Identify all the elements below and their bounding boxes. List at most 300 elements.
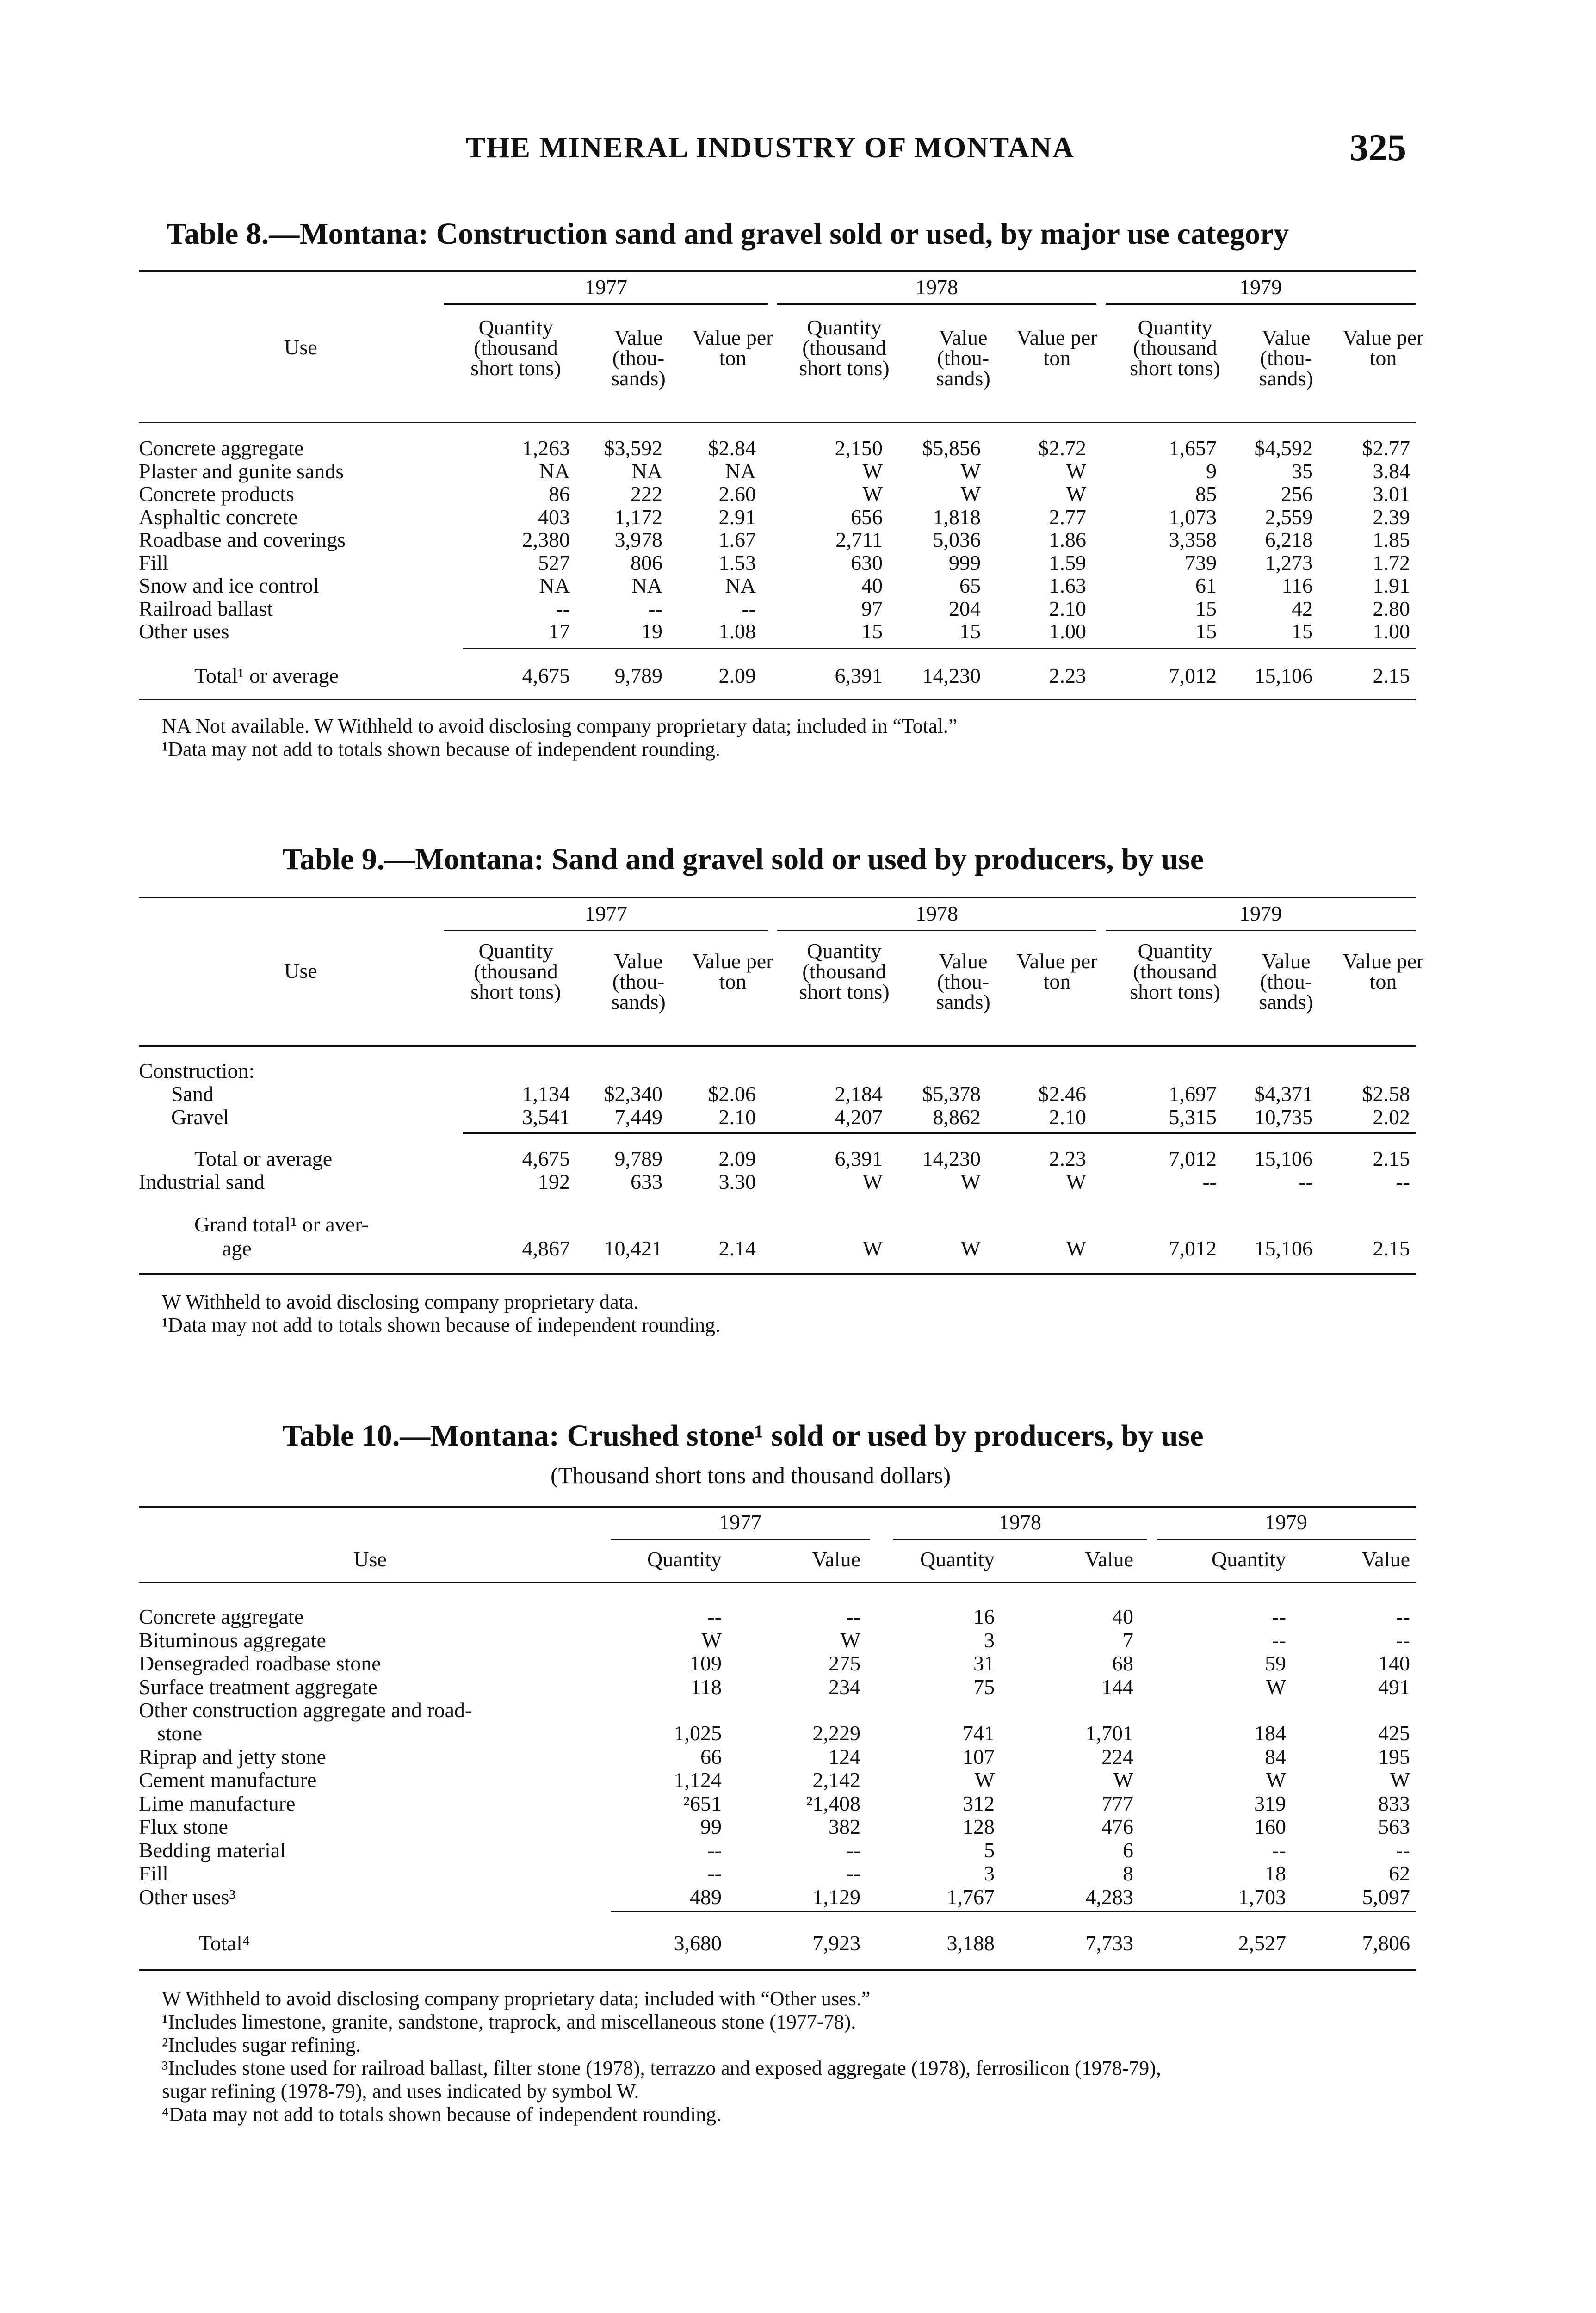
t8-cell: NA: [631, 459, 662, 483]
t9-industrial-cell: W: [1066, 1170, 1086, 1194]
t9-year-rule: [1106, 930, 1416, 931]
t10-row-label: Other uses³: [139, 1885, 236, 1909]
t10-cell: 2,142: [812, 1768, 860, 1792]
t10-cell: W: [974, 1768, 995, 1792]
t8-cell: 1,263: [522, 436, 570, 460]
t8-total-cell: 6,391: [835, 664, 883, 687]
t8-row-label: Snow and ice control: [139, 574, 319, 597]
t9-row-label: Gravel: [171, 1105, 229, 1129]
t8-cell: $4,592: [1254, 436, 1313, 460]
t8-cell: 1.00: [1049, 619, 1086, 643]
t9-cell: $2.58: [1362, 1082, 1410, 1106]
t8-cell: 85: [1195, 482, 1217, 506]
t8-cell: 999: [949, 551, 981, 575]
t10-cell: 107: [963, 1744, 995, 1769]
t9-industrial-cell: 192: [538, 1170, 570, 1194]
t8-cell: 1.72: [1373, 551, 1410, 575]
t8-cell: 2,380: [522, 528, 570, 551]
t10-row-label: Riprap and jetty stone: [139, 1744, 326, 1769]
t10-cell: 18: [1265, 1862, 1286, 1885]
t10-footnote: ²Includes sugar refining.: [162, 2034, 361, 2056]
t9-cell: 7,449: [614, 1105, 662, 1129]
t8-cell: NA: [539, 574, 570, 597]
t10-cell: 75: [973, 1675, 995, 1699]
t8-total-cell: 15,106: [1254, 664, 1313, 687]
t8-cell: W: [960, 459, 981, 483]
t10-cell: 312: [963, 1791, 995, 1815]
t8-cell: 15: [1195, 597, 1217, 620]
t9-year-rule: [444, 930, 768, 931]
t8-row-label: Plaster and gunite sands: [139, 459, 344, 483]
t10-cell: 3: [984, 1628, 995, 1652]
t10-cell: 425: [1378, 1721, 1410, 1745]
t10-total-cell: 3,680: [674, 1931, 722, 1955]
t10-header-rule: [139, 1582, 1416, 1583]
t8-cell: 806: [631, 551, 662, 575]
t10-year-1979: 1979: [1265, 1510, 1307, 1534]
t9-value-per-ton-header: Value per ton: [692, 949, 773, 993]
t10-cell: 1,703: [1238, 1885, 1286, 1909]
t10-footnote: sugar refining (1978-79), and uses indicated by symbol W.: [162, 2080, 639, 2103]
t8-total-cell: 7,012: [1169, 664, 1217, 687]
t10-cell: 31: [973, 1651, 995, 1675]
t8-cell: 403: [538, 505, 570, 529]
t10-cell: W: [1266, 1675, 1286, 1699]
t10-cell: 489: [690, 1885, 722, 1909]
t9-total-cell: 9,789: [614, 1147, 662, 1170]
t8-cell: 5,036: [933, 528, 981, 551]
t8-cell: 97: [861, 597, 883, 620]
t8-cell: 527: [538, 551, 570, 575]
t8-cell: 2.60: [718, 482, 756, 506]
t8-row-label: Roadbase and coverings: [139, 528, 346, 551]
t8-cell: 630: [851, 551, 883, 575]
t10-cell: 84: [1265, 1744, 1286, 1769]
t10-cell: ²1,408: [806, 1791, 860, 1815]
t10-cell: 1,701: [1085, 1721, 1133, 1745]
t8-cell: $5,856: [922, 436, 981, 460]
t8-cell: 222: [631, 482, 662, 506]
t9-cell: $5,378: [922, 1082, 981, 1106]
t8-total-cell: 2.15: [1373, 664, 1410, 687]
t10-cell: 99: [700, 1815, 722, 1838]
t9-total-cell: 6,391: [835, 1147, 883, 1170]
table-8-title: Table 8.—Montana: Construction sand and gravel sold or used, by major use category: [167, 217, 1289, 251]
t10-cell: --: [1396, 1605, 1410, 1628]
t9-cell: 10,735: [1254, 1105, 1313, 1129]
t10-cell: --: [1272, 1838, 1286, 1862]
t9-total-cell: 7,012: [1169, 1147, 1217, 1170]
t10-cell: --: [1396, 1628, 1410, 1652]
t10-cell: 224: [1101, 1744, 1133, 1769]
t10-row-label: Fill: [139, 1862, 168, 1885]
t10-cell: --: [707, 1605, 722, 1628]
t10-cell: 124: [829, 1744, 860, 1769]
t10-cell: 777: [1101, 1791, 1133, 1815]
t9-quantity-header: Quantity (thousand short tons): [1130, 939, 1220, 1003]
running-title: THE MINERAL INDUSTRY OF MONTANA: [465, 131, 1075, 164]
t8-cell: $2.77: [1362, 436, 1410, 460]
t8-cell: 2.10: [1049, 597, 1086, 620]
t10-cell: W: [701, 1628, 722, 1652]
t8-cell: 1.85: [1373, 528, 1410, 551]
t8-cell: 1,657: [1169, 436, 1217, 460]
t10-cell: 319: [1254, 1791, 1286, 1815]
t9-cell: $2.46: [1038, 1082, 1086, 1106]
t8-cell: --: [648, 597, 662, 620]
table-9-top-rule: [139, 897, 1416, 898]
t8-header-rule: [139, 422, 1416, 423]
t8-cell: W: [1066, 482, 1086, 506]
t9-grand-cell: W: [862, 1237, 883, 1260]
t8-cell: 15: [1292, 619, 1313, 643]
t10-cell: 1,124: [674, 1768, 722, 1792]
t9-total-cell: 15,106: [1254, 1147, 1313, 1170]
t10-cell: 5: [984, 1838, 995, 1862]
t9-cell: $4,371: [1254, 1082, 1313, 1106]
t8-cell: 9: [1206, 459, 1217, 483]
t10-cell: --: [846, 1838, 860, 1862]
t9-value-per-ton-header: Value per ton: [1342, 949, 1424, 993]
t10-cell: 140: [1378, 1651, 1410, 1675]
t9-total-cell: 2.09: [718, 1147, 756, 1170]
t8-cell: 42: [1292, 597, 1313, 620]
t9-grand-label-2: age: [222, 1237, 252, 1260]
t10-total-cell: 7,733: [1085, 1931, 1133, 1955]
t8-cell: 1.86: [1049, 528, 1086, 551]
t9-year-1978: 1978: [916, 902, 958, 925]
t8-year-rule: [1106, 303, 1416, 305]
t10-cell: --: [707, 1838, 722, 1862]
t9-industrial-cell: W: [862, 1170, 883, 1194]
t8-cell: $2.72: [1038, 436, 1086, 460]
t8-total-label: Total¹ or average: [194, 664, 339, 687]
t10-cell: 234: [829, 1675, 860, 1699]
t10-cell: 3: [984, 1862, 995, 1885]
t9-year-rule: [777, 930, 1096, 931]
t8-cell: 2.39: [1373, 505, 1410, 529]
t9-value-header: Value (thou- sands): [936, 949, 990, 1014]
t8-year-rule: [444, 303, 768, 305]
t10-cell: --: [1396, 1838, 1410, 1862]
t8-cell: NA: [539, 459, 570, 483]
t8-use-header: Use: [284, 335, 317, 359]
t8-cell: 1.91: [1373, 574, 1410, 597]
t10-cell: 184: [1254, 1721, 1286, 1745]
t8-footnote: NA Not available. W Withheld to avoid disclosing company proprietary data; included in “Total.”: [162, 715, 958, 737]
t8-cell: W: [960, 482, 981, 506]
t8-cell: 35: [1292, 459, 1313, 483]
t10-cell: 160: [1254, 1815, 1286, 1838]
t8-cell: 3,978: [614, 528, 662, 551]
t8-cell: 65: [959, 574, 981, 597]
t9-cell: 2.10: [1049, 1105, 1086, 1129]
t9-grand-cell: 4,867: [522, 1237, 570, 1260]
t8-cell: 2,711: [835, 528, 883, 551]
t10-cell: 109: [690, 1651, 722, 1675]
t9-grand-cell: W: [1066, 1237, 1086, 1260]
t10-row-label: Lime manufacture: [139, 1791, 296, 1815]
t9-industrial-cell: 3.30: [718, 1170, 756, 1194]
t8-total-cell: 4,675: [522, 664, 570, 687]
t10-total-cell: 3,188: [946, 1931, 995, 1955]
t10-cell: 195: [1378, 1744, 1410, 1769]
t8-total-cell: 14,230: [922, 664, 981, 687]
t10-row-label-cont: stone: [157, 1721, 203, 1745]
t10-cell: --: [846, 1605, 860, 1628]
t10-cell: 66: [700, 1744, 722, 1769]
t8-cell: $2.84: [708, 436, 756, 460]
t10-cell: 1,025: [674, 1721, 722, 1745]
t8-subtotal-rule: [463, 648, 1416, 649]
t8-quantity-header: Quantity (thousand short tons): [470, 315, 561, 380]
t10-value-header: Value: [1085, 1547, 1133, 1571]
t9-industrial-cell: --: [1299, 1170, 1313, 1194]
t8-cell: --: [556, 597, 570, 620]
t10-total-cell: 7,806: [1362, 1931, 1410, 1955]
t10-total-cell: 7,923: [812, 1931, 860, 1955]
t8-cell: 1.67: [718, 528, 756, 551]
t9-cell: 4,207: [835, 1105, 883, 1129]
t8-row-label: Other uses: [139, 619, 229, 643]
t9-quantity-header: Quantity (thousand short tons): [799, 939, 890, 1003]
t10-row-label: Cement manufacture: [139, 1768, 317, 1792]
t8-value-per-ton-header: Value per ton: [1342, 326, 1424, 370]
t8-year-1979: 1979: [1239, 275, 1282, 299]
t8-cell: 17: [549, 619, 570, 643]
table-8-top-rule: [139, 270, 1416, 272]
t8-cell: 656: [851, 505, 883, 529]
t10-cell: 1,129: [812, 1885, 860, 1909]
t10-cell: 7: [1123, 1628, 1133, 1652]
t9-industrial-cell: 633: [631, 1170, 662, 1194]
t10-quantity-header: Quantity: [920, 1547, 995, 1571]
t8-cell: 3,358: [1169, 528, 1217, 551]
t8-cell: 1.00: [1373, 619, 1410, 643]
t9-total-cell: 4,675: [522, 1147, 570, 1170]
t9-section-label: Construction:: [139, 1059, 255, 1082]
t8-row-label: Concrete products: [139, 482, 294, 506]
t9-grand-cell: W: [960, 1237, 981, 1260]
t10-subtotal-rule: [611, 1911, 1416, 1912]
t10-cell: ²651: [683, 1791, 722, 1815]
t8-cell: 2,150: [835, 436, 883, 460]
t10-use-header: Use: [353, 1547, 387, 1571]
t10-year-rule: [611, 1539, 870, 1540]
t9-quantity-header: Quantity (thousand short tons): [470, 939, 561, 1003]
table-9-title: Table 9.—Montana: Sand and gravel sold or used by producers, by use: [282, 842, 1204, 876]
t9-cell: 2.02: [1373, 1105, 1410, 1129]
t10-cell: 1,767: [946, 1885, 995, 1909]
t10-cell: W: [1390, 1768, 1410, 1792]
t9-row-label: Sand: [171, 1082, 214, 1106]
t8-cell: 1,073: [1169, 505, 1217, 529]
t10-cell: --: [846, 1862, 860, 1885]
t9-grand-label-1: Grand total¹ or aver-: [194, 1212, 369, 1236]
t10-cell: 118: [690, 1675, 722, 1699]
t8-footnote: ¹Data may not add to totals shown because of independent rounding.: [162, 738, 721, 761]
t8-year-1977: 1977: [585, 275, 627, 299]
t10-year-rule: [1157, 1539, 1416, 1540]
t10-footnote: ³Includes stone used for railroad ballast, filter stone (1978), terrazzo and exposed aggregate (1978), ferrosilicon (1978-79),: [162, 2057, 1161, 2079]
t10-cell: 16: [973, 1605, 995, 1628]
t8-cell: 1,273: [1265, 551, 1313, 575]
t10-cell: 144: [1101, 1675, 1133, 1699]
t8-cell: 2,559: [1265, 505, 1313, 529]
t8-cell: NA: [725, 574, 756, 597]
t8-cell: NA: [725, 459, 756, 483]
t10-cell: --: [1272, 1605, 1286, 1628]
t9-grand-cell: 2.15: [1373, 1237, 1410, 1260]
t9-year-1979: 1979: [1239, 902, 1282, 925]
t9-cell: 3,541: [522, 1105, 570, 1129]
t9-cell: 1,697: [1169, 1082, 1217, 1106]
t9-industrial-cell: W: [960, 1170, 981, 1194]
t8-cell: 2.77: [1049, 505, 1086, 529]
t10-row-label: Flux stone: [139, 1815, 228, 1838]
t9-cell: 2.10: [718, 1105, 756, 1129]
t8-cell: 2.91: [718, 505, 756, 529]
t8-total-cell: 2.23: [1049, 664, 1086, 687]
t9-cell: $2.06: [708, 1082, 756, 1106]
t10-cell: 8: [1123, 1862, 1133, 1885]
t9-value-per-ton-header: Value per ton: [1016, 949, 1098, 993]
t9-cell: 1,134: [522, 1082, 570, 1106]
t10-cell: 382: [829, 1815, 860, 1838]
t9-total-cell: 2.23: [1049, 1147, 1086, 1170]
t8-row-label: Concrete aggregate: [139, 436, 304, 460]
t9-header-rule: [139, 1045, 1416, 1047]
t8-cell: 1.53: [718, 551, 756, 575]
t9-grand-cell: 7,012: [1169, 1237, 1217, 1260]
t9-industrial-cell: --: [1396, 1170, 1410, 1194]
t8-year-rule: [777, 303, 1096, 305]
t8-row-label: Fill: [139, 551, 168, 575]
t8-cell: W: [862, 482, 883, 506]
t8-row-label: Railroad ballast: [139, 597, 273, 620]
t10-total-cell: 2,527: [1238, 1931, 1286, 1955]
t9-footnote: W Withheld to avoid disclosing company proprietary data.: [162, 1291, 639, 1313]
t9-grand-cell: 2.14: [718, 1237, 756, 1260]
t10-row-label: Other construction aggregate and road-: [139, 1698, 472, 1722]
t8-bottom-rule: [139, 699, 1416, 700]
t10-cell: --: [707, 1862, 722, 1885]
t10-cell: 6: [1123, 1838, 1133, 1862]
t10-cell: 59: [1265, 1651, 1286, 1675]
t10-year-rule: [893, 1539, 1147, 1540]
t9-value-header: Value (thou- sands): [611, 949, 666, 1014]
t9-total-cell: 14,230: [922, 1147, 981, 1170]
t10-cell: 62: [1389, 1862, 1410, 1885]
t10-footnote: ¹Includes limestone, granite, sandstone, traprock, and miscellaneous stone (1977-78).: [162, 2010, 856, 2033]
t8-cell: 15: [1195, 619, 1217, 643]
t8-cell: W: [862, 459, 883, 483]
t9-total-label: Total or average: [194, 1147, 333, 1170]
table-10-title: Table 10.—Montana: Crushed stone¹ sold or used by producers, by use: [282, 1419, 1204, 1453]
t8-value-per-ton-header: Value per ton: [692, 326, 773, 370]
t8-cell: 1,172: [614, 505, 662, 529]
t9-value-header: Value (thou- sands): [1259, 949, 1313, 1014]
t9-cell: 8,862: [933, 1105, 981, 1129]
t8-cell: 15: [861, 619, 883, 643]
t8-quantity-header: Quantity (thousand short tons): [799, 315, 890, 380]
t9-industrial-label: Industrial sand: [139, 1170, 265, 1194]
t10-cell: 476: [1101, 1815, 1133, 1838]
t10-cell: W: [840, 1628, 860, 1652]
t10-row-label: Bedding material: [139, 1838, 286, 1862]
t8-cell: 3.84: [1373, 459, 1410, 483]
t10-cell: 563: [1378, 1815, 1410, 1838]
t10-cell: 833: [1378, 1791, 1410, 1815]
t8-cell: --: [742, 597, 756, 620]
t10-year-1978: 1978: [999, 1510, 1041, 1534]
t8-cell: 2.80: [1373, 597, 1410, 620]
t10-cell: 275: [829, 1651, 860, 1675]
t8-cell: 116: [1281, 574, 1313, 597]
t8-cell: 86: [549, 482, 570, 506]
t10-row-label: Bituminous aggregate: [139, 1628, 326, 1652]
t9-cell: 5,315: [1169, 1105, 1217, 1129]
t10-cell: 741: [963, 1721, 995, 1745]
t10-cell: W: [1113, 1768, 1133, 1792]
t8-value-header: Value (thou- sands): [936, 326, 990, 390]
t9-total-cell: 2.15: [1373, 1147, 1410, 1170]
t10-cell: 128: [963, 1815, 995, 1838]
t9-industrial-cell: --: [1202, 1170, 1217, 1194]
t8-cell: W: [1066, 459, 1086, 483]
t9-cell: $2,340: [604, 1082, 662, 1106]
t8-value-header: Value (thou- sands): [1259, 326, 1313, 390]
t8-total-cell: 2.09: [718, 664, 756, 687]
t10-cell: 40: [1112, 1605, 1133, 1628]
t9-bottom-rule: [139, 1273, 1416, 1275]
running-header: [0, 126, 1596, 172]
t10-row-label: Surface treatment aggregate: [139, 1675, 377, 1699]
t10-quantity-header: Quantity: [1212, 1547, 1286, 1571]
t10-cell: 5,097: [1362, 1885, 1410, 1909]
t10-row-label: Densegraded roadbase stone: [139, 1651, 381, 1675]
page-number: 325: [1349, 126, 1406, 168]
t8-cell: 256: [1281, 482, 1313, 506]
t8-cell: 1.63: [1049, 574, 1086, 597]
t8-cell: 6,218: [1265, 528, 1313, 551]
t10-cell: 491: [1378, 1675, 1410, 1699]
t8-cell: 61: [1195, 574, 1217, 597]
t10-row-label: Concrete aggregate: [139, 1605, 304, 1628]
t9-cell: 2,184: [835, 1082, 883, 1106]
t10-cell: --: [1272, 1628, 1286, 1652]
t9-year-1977: 1977: [585, 902, 627, 925]
t8-cell: 1.59: [1049, 551, 1086, 575]
t10-value-header: Value: [812, 1547, 860, 1571]
t8-cell: 1,818: [933, 505, 981, 529]
t10-cell: 4,283: [1085, 1885, 1133, 1909]
t8-cell: 40: [861, 574, 883, 597]
t8-quantity-header: Quantity (thousand short tons): [1130, 315, 1220, 380]
t8-cell: 15: [959, 619, 981, 643]
t8-cell: $3,592: [604, 436, 662, 460]
t10-year-1977: 1977: [719, 1510, 761, 1534]
t8-value-header: Value (thou- sands): [611, 326, 666, 390]
t8-value-per-ton-header: Value per ton: [1016, 326, 1098, 370]
t9-grand-cell: 15,106: [1254, 1237, 1313, 1260]
table-10-subtitle: (Thousand short tons and thousand dollars): [551, 1462, 951, 1488]
t9-use-header: Use: [284, 959, 317, 983]
t8-cell: 3.01: [1373, 482, 1410, 506]
t9-footnote: ¹Data may not add to totals shown because of independent rounding.: [162, 1314, 721, 1336]
t10-cell: W: [1266, 1768, 1286, 1792]
t8-cell: 19: [641, 619, 662, 643]
